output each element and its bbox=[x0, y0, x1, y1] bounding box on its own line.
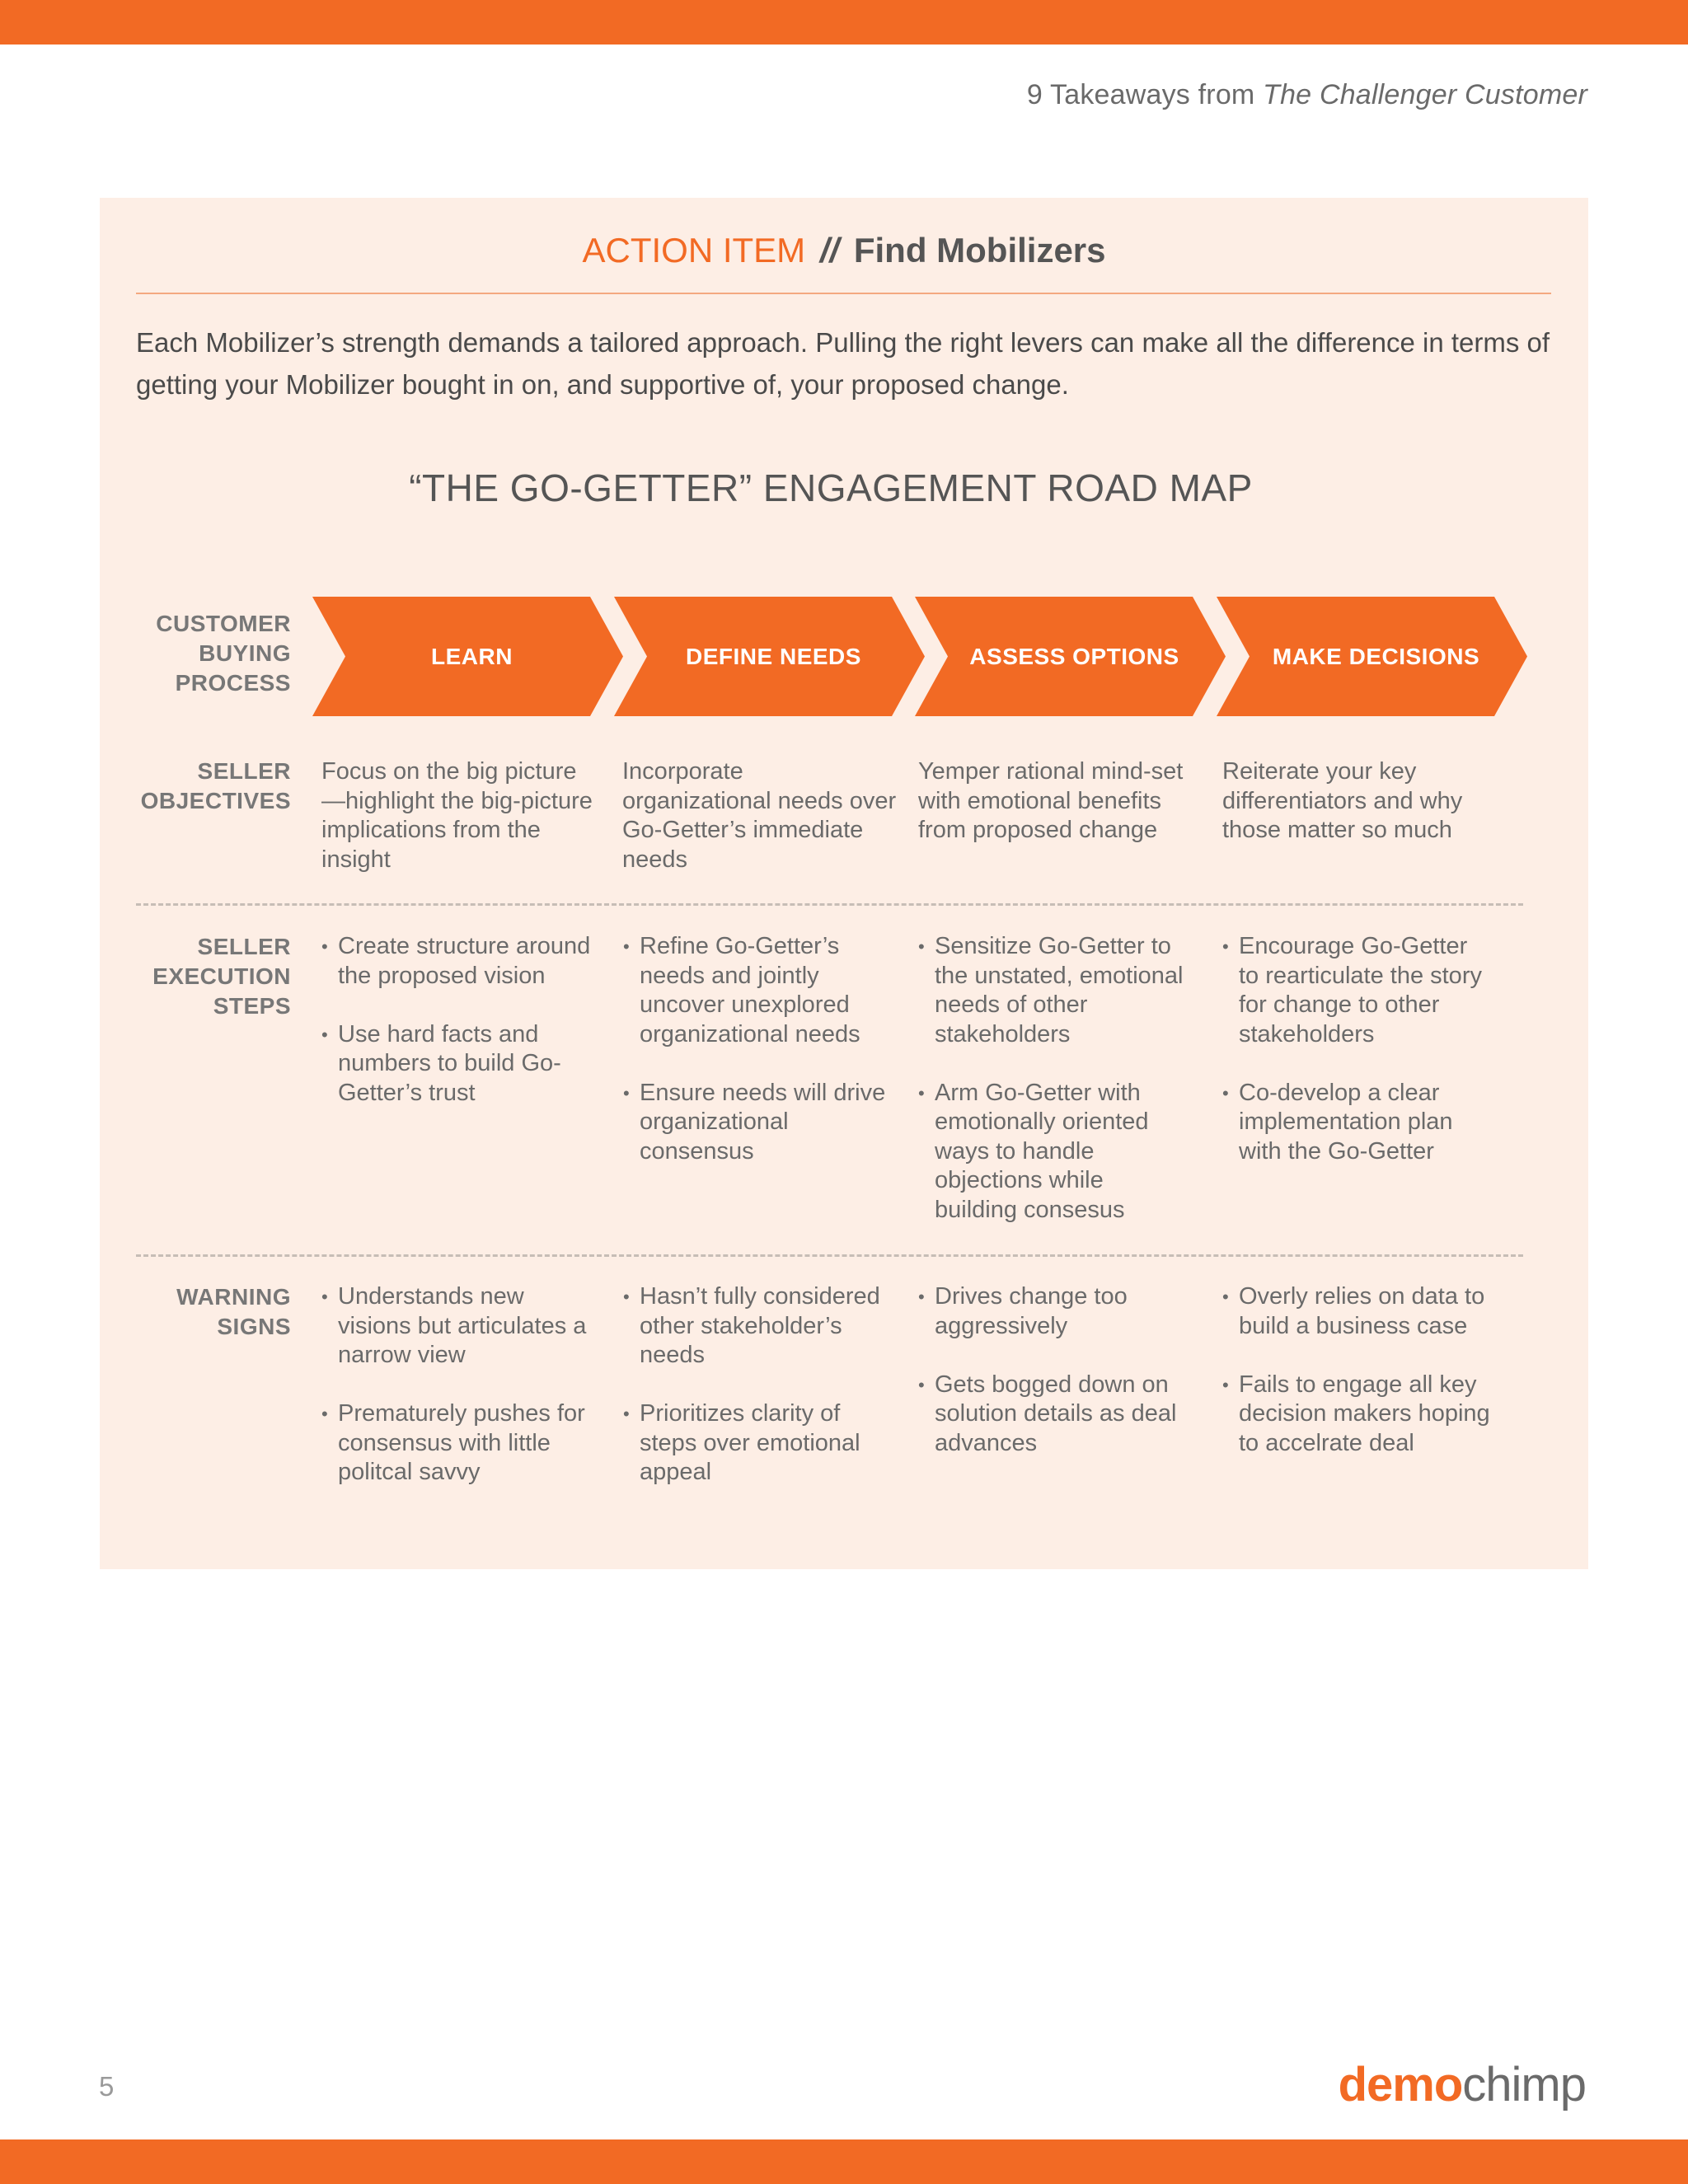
demochimp-logo: demochimp bbox=[1338, 2058, 1586, 2111]
list-item: • Understands new visions but articulates a narrow view bbox=[321, 1282, 602, 1371]
list-item: • Use hard facts and numbers to build Go-Getter’s trust bbox=[321, 1020, 602, 1108]
list-item: • Gets bogged down on solution details as deal advances bbox=[918, 1371, 1186, 1459]
list-item: • Ensure needs will drive organizational consensus bbox=[623, 1079, 887, 1167]
objective-define-needs: Incorporate organizational needs over Go-Getter’s immediate needs bbox=[622, 758, 897, 873]
bottom-accent-bar bbox=[0, 2139, 1688, 2184]
warning-signs-define-needs bbox=[623, 1282, 887, 1516]
list-item: • Encourage Go-Getter to rearticulate the story for change to other stakeholders bbox=[1222, 932, 1490, 1049]
execution-steps-make-decisions bbox=[1222, 932, 1490, 1196]
row-divider bbox=[136, 903, 1523, 906]
stage-name: ASSESS OPTIONS bbox=[969, 643, 1179, 669]
warning-signs-learn bbox=[321, 1282, 602, 1516]
top-accent-bar bbox=[0, 0, 1688, 45]
action-item-separator: // bbox=[819, 231, 840, 269]
row-label-seller-execution-steps: SELLER EXECUTION STEPS bbox=[152, 934, 291, 1019]
list-item: • Hasn’t fully considered other stakeholder’s needs bbox=[623, 1282, 887, 1371]
book-title: The Challenger Customer bbox=[1263, 79, 1587, 110]
process-stage-learn bbox=[312, 597, 623, 716]
row-label-seller-objectives: SELLER OBJECTIVES bbox=[140, 758, 291, 813]
list-item: • Arm Go-Getter with emotionally oriented ways to handle objections while building consesus bbox=[918, 1079, 1186, 1226]
row-label-customer-buying-process: CUSTOMER BUYING PROCESS bbox=[156, 611, 291, 696]
intro-paragraph: Each Mobilizer’s strength demands a tailored approach. Pulling the right levers can make all the difference in terms of getting your Mobilizer bought in on, and supportive of, your proposed change. bbox=[136, 327, 1550, 400]
list-item: • Prematurely pushes for consensus with little politcal savvy bbox=[321, 1399, 602, 1488]
objective-learn: Focus on the big picture—highlight the big-picture implications from the insight bbox=[321, 758, 593, 873]
row-divider bbox=[136, 1254, 1523, 1257]
roadmap-title: “THE GO-GETTER” ENGAGEMENT ROAD MAP bbox=[409, 466, 1253, 509]
list-item: • Overly relies on data to build a business case bbox=[1222, 1282, 1490, 1341]
process-stage-make-decisions bbox=[1217, 597, 1527, 716]
list-item: • Co-develop a clear implementation plan with the Go-Getter bbox=[1222, 1079, 1490, 1167]
warning-signs-assess-options bbox=[918, 1282, 1186, 1488]
list-item: • Sensitize Go-Getter to the unstated, emotional needs of other stakeholders bbox=[918, 932, 1186, 1049]
page-number: 5 bbox=[99, 2071, 115, 2102]
execution-steps-assess-options bbox=[918, 932, 1186, 1254]
objective-make-decisions: Reiterate your key differentiators and why those matter so much bbox=[1222, 758, 1463, 843]
row-label-warning-signs: WARNING SIGNS bbox=[176, 1284, 291, 1339]
stage-name: LEARN bbox=[431, 643, 513, 669]
list-item: • Drives change too aggressively bbox=[918, 1282, 1186, 1341]
action-item-topic: Find Mobilizers bbox=[853, 231, 1106, 269]
heading-divider bbox=[136, 293, 1551, 294]
list-item: • Refine Go-Getter’s needs and jointly uncover unexplored organizational needs bbox=[623, 932, 887, 1049]
action-item-heading bbox=[0, 231, 1688, 270]
objective-assess-options: Yemper rational mind-set with emotional benefits from proposed change bbox=[918, 758, 1184, 843]
list-item: • Create structure around the proposed vision bbox=[321, 932, 602, 991]
process-stage-define-needs bbox=[614, 597, 925, 716]
stage-name: MAKE DECISIONS bbox=[1272, 643, 1480, 669]
stage-name: DEFINE NEEDS bbox=[686, 643, 861, 669]
document-header-title: 9 Takeaways from The Challenger Customer bbox=[1026, 79, 1587, 110]
execution-steps-define-needs bbox=[623, 932, 887, 1196]
warning-signs-make-decisions bbox=[1222, 1282, 1490, 1488]
action-item-label: ACTION ITEM bbox=[582, 231, 806, 269]
execution-steps-learn bbox=[321, 932, 602, 1137]
list-item: • Fails to engage all key decision makers hoping to accelrate deal bbox=[1222, 1371, 1490, 1459]
process-stage-assess-options bbox=[915, 597, 1226, 716]
list-item: • Prioritizes clarity of steps over emotional appeal bbox=[623, 1399, 887, 1488]
